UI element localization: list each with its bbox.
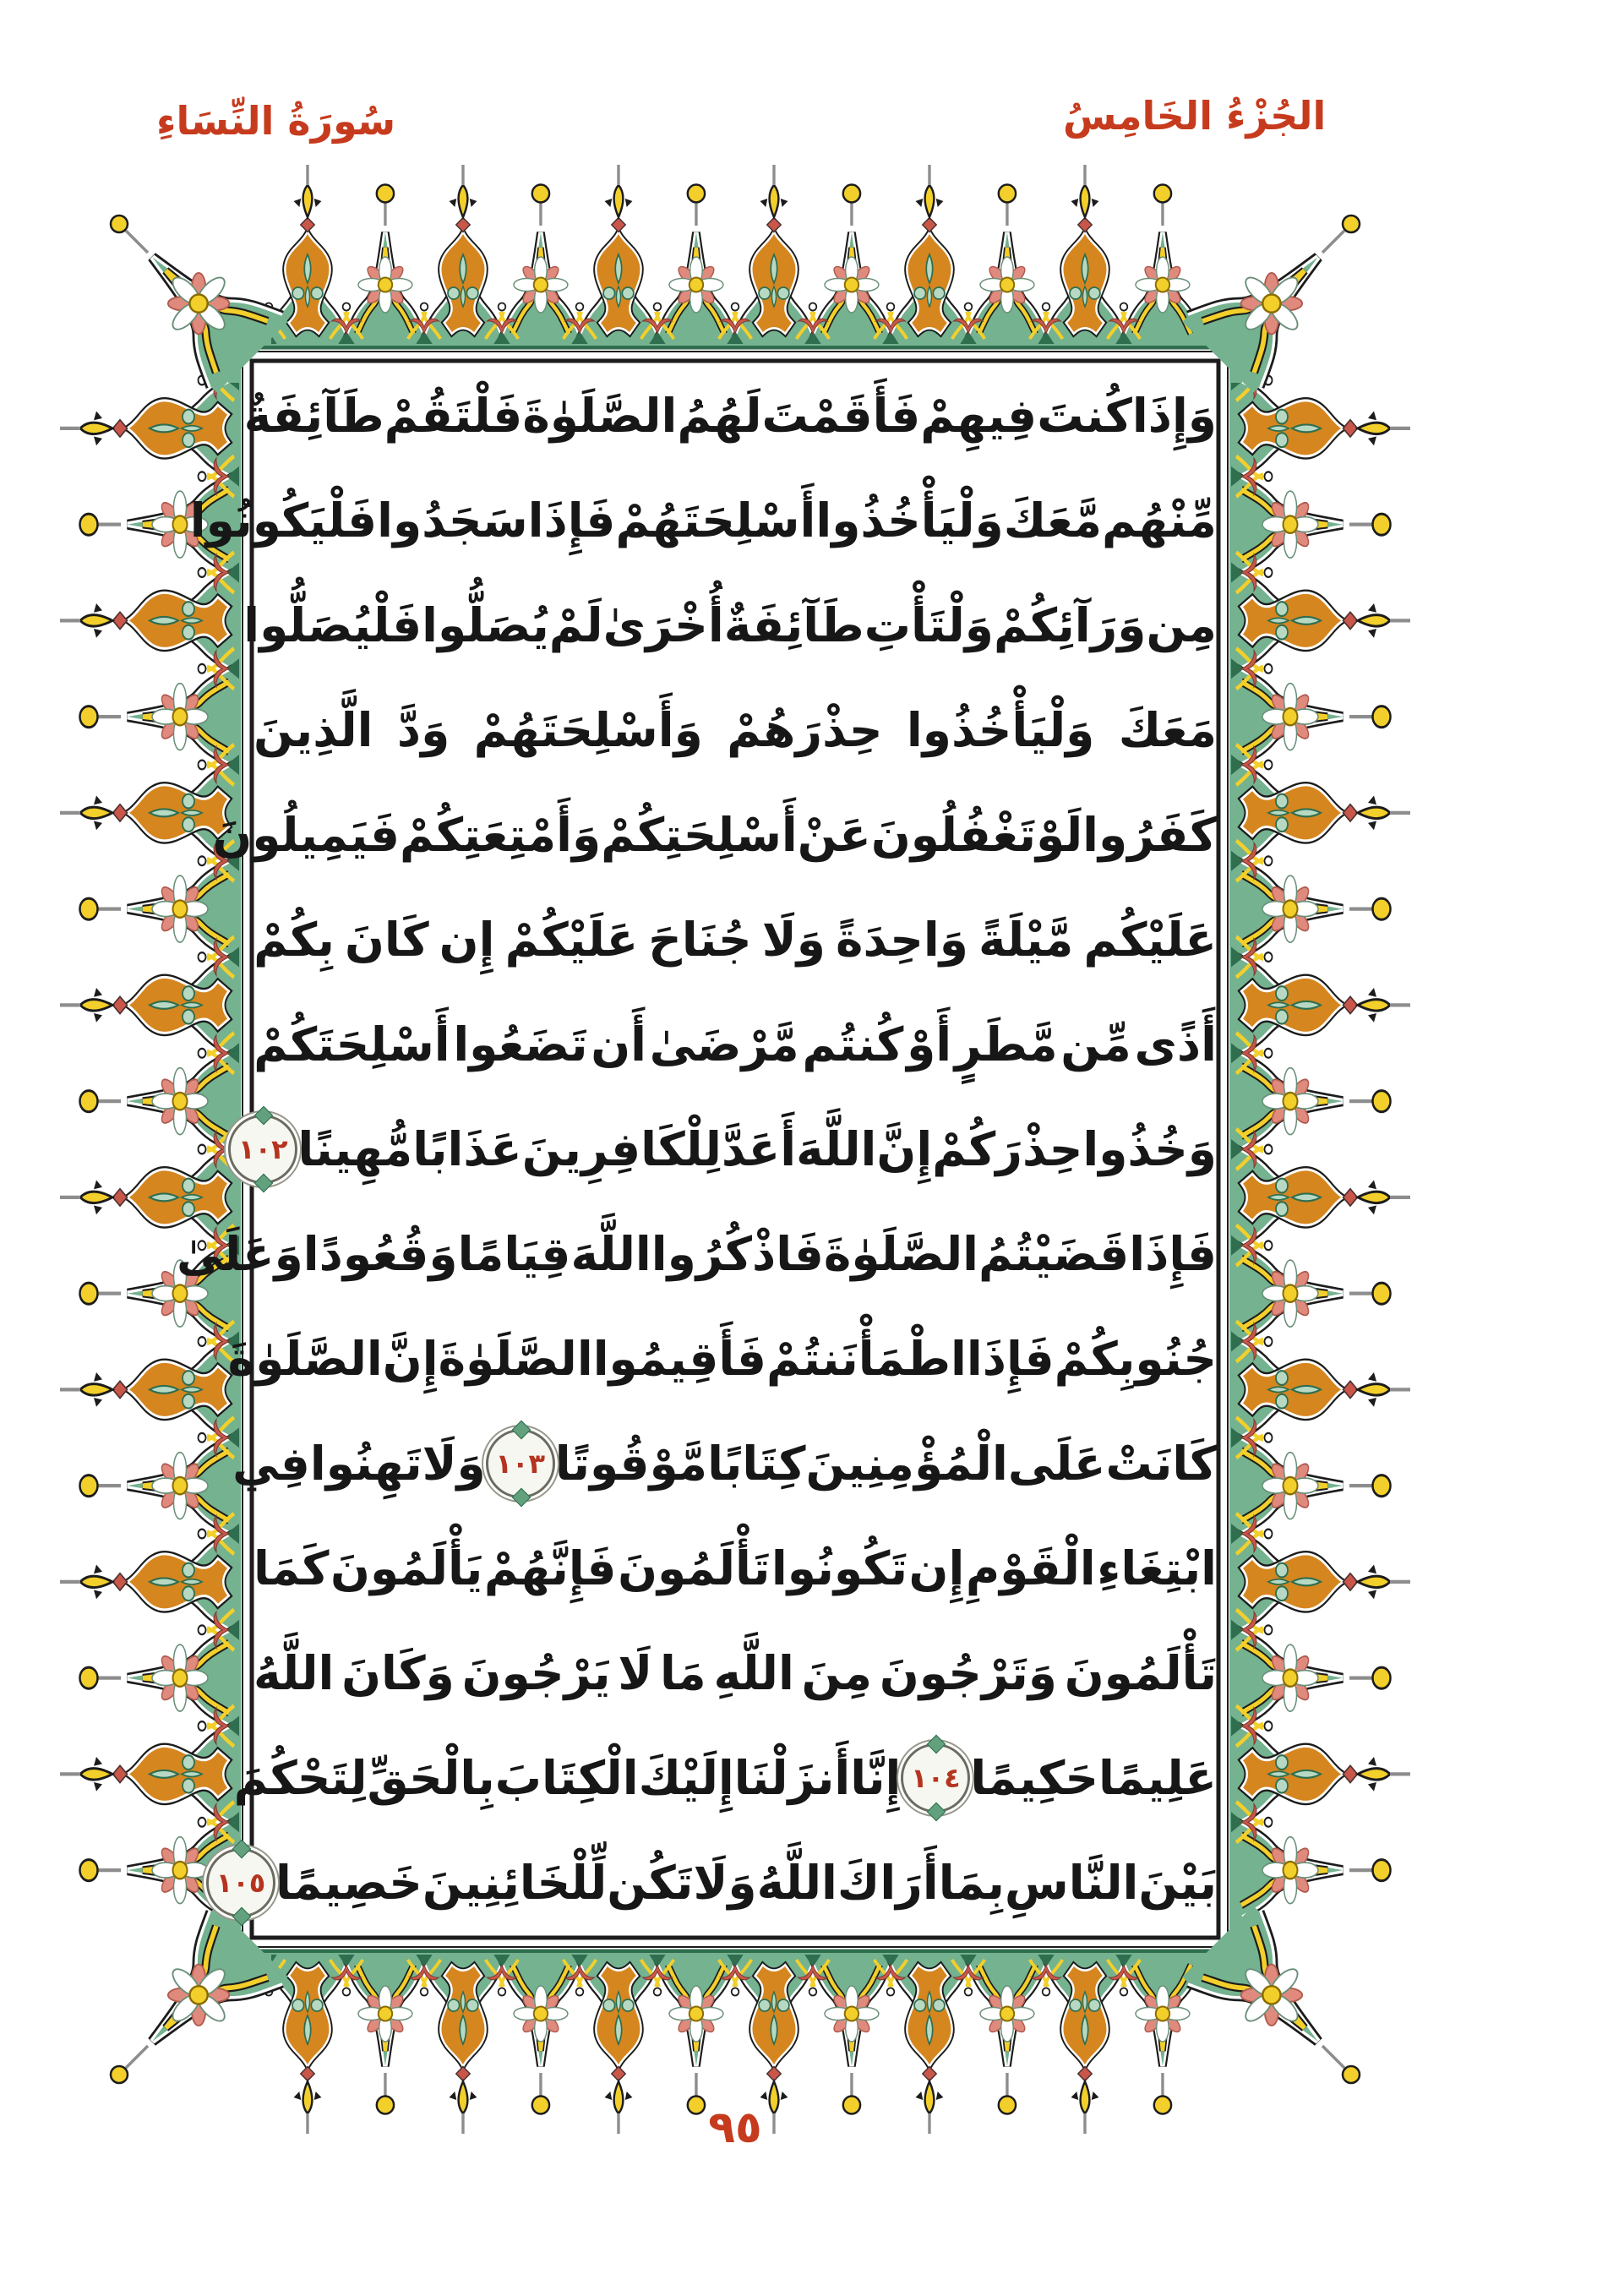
quran-line [243,573,1217,678]
quran-word: تَهِنُوا [309,1437,422,1491]
quran-line [243,363,1217,468]
quran-word: فَإِذَا [966,1332,1055,1386]
quran-word: تَأْلَمُونَ [618,1541,771,1595]
quran-word: اللَّهِ [713,1646,794,1700]
juz-header: الجُزْءُ الخَامِسُ [1063,93,1327,139]
quran-word: فِي [232,1437,310,1491]
quran-word: أَذًى [1134,1017,1217,1072]
quran-word: سَجَدُوا [377,494,528,548]
quran-word: يَرْجُونَ [461,1646,611,1700]
quran-word: إِنَّ [876,1122,933,1176]
quran-word: فَاذْكُرُوا [651,1227,824,1281]
quran-line [227,1306,1217,1411]
quran-word: فَلْيَكُونُوا [189,494,378,548]
quran-word: مِّن [1060,1017,1131,1072]
quran-word: أَسْلِحَتَكُمْ [253,1017,450,1072]
quran-word: بَيْنَ [1138,1856,1217,1910]
quran-word: فَإِذَا [1129,1227,1217,1281]
quran-word: فَيَمِيلُونَ [212,808,401,862]
quran-word: مِن [1146,598,1217,652]
quran-word: مَا [660,1646,706,1700]
quran-line [253,1621,1217,1726]
quran-line [253,992,1217,1097]
quran-word: مَعَكَ [1118,703,1217,757]
quran-word: مَّرْضَىٰ [649,1017,799,1072]
quran-word: أَن [591,1017,647,1072]
quran-word: وَإِذَا [1131,389,1217,443]
quran-word: طَآئِفَةٌ [723,598,864,652]
quran-word: لَا [618,1646,653,1700]
quran-word: مَّعَكَ [1003,494,1103,548]
quran-word: لِّلْخَائِنِينَ [422,1856,608,1910]
quran-word: فَأَقَمْتَ [761,389,921,443]
quran-word: وَتَرْجُونَ [879,1646,1057,1700]
quran-word: اللَّهُ [253,1646,335,1700]
quran-line [253,678,1217,783]
quran-word: كَفَرُوا [1082,808,1217,862]
quran-word: لِلْكَافِرِينَ [521,1122,722,1176]
quran-word: فِيهِمْ [920,389,1038,443]
quran-word: إِلَيْكَ [638,1751,734,1805]
quran-word: وَقُعُودًا [303,1227,458,1281]
quran-word: عَلِيمًا [1098,1751,1217,1805]
quran-word: الْقَوْمِ [965,1541,1096,1595]
quran-word: وَاحِدَةً [835,913,968,967]
quran-word: تَضَعُوا [453,1017,588,1072]
quran-word: كُنتَ [1037,389,1132,443]
quran-line [212,783,1217,887]
quran-word: عَنْ [797,808,871,862]
quran-word: حَكِيمًا [970,1751,1098,1805]
quran-word: قِيَامًا [457,1227,571,1281]
quran-word: الصَّلَوٰةَ [227,1332,383,1386]
quran-word: الصَّلَوٰةَ [522,389,678,443]
quran-word: وَلَا [693,1856,757,1910]
quran-word: عَلَى [1007,1437,1106,1491]
quran-word: وَعَلَىٰ [176,1227,303,1281]
quran-word: إِن [439,913,495,967]
quran-word: أَرَاكَ [837,1856,939,1910]
quran-word: جُنَاحَ [648,913,752,967]
quran-line [253,1516,1217,1621]
quran-word: وَدَّ [396,703,450,757]
quran-word: عَلَيْكُمْ [504,913,639,967]
quran-line [232,1411,1217,1516]
quran-line [176,1202,1217,1306]
quran-word: الْكِتَابَ [494,1751,639,1805]
quran-word: عَلَيْكُم [1083,913,1217,967]
quran-word: وَأَسْلِحَتَهُمْ [473,703,703,757]
quran-word: اللَّهَ [796,1122,877,1176]
quran-word: عَذَابًا [412,1122,522,1176]
quran-word: وَلْيَأْخُذُوا [815,494,1004,548]
quran-word: حِذْرَكُمْ [932,1122,1083,1176]
quran-word: أُخْرَىٰ [602,598,724,652]
quran-word: فَأَقِيمُوا [592,1332,767,1386]
quran-word: الصَّلَوٰةَ [823,1227,978,1281]
quran-word: تَكُونُوا [771,1541,908,1595]
quran-word: لَهُمُ [677,389,762,443]
quran-word: إِنَّ [382,1332,439,1386]
quran-word: مُّهِينًا [297,1122,413,1176]
quran-word: يُصَلُّوا [422,598,549,652]
quran-word: إِن [908,1541,965,1595]
quran-word: أَسْلِحَتِكُمْ [601,808,798,862]
quran-word: يَأْلَمُونَ [330,1541,483,1595]
quran-word: بِالْحَقِّ [367,1751,495,1805]
quran-word: جُنُوبِكُمْ [1054,1332,1217,1386]
quran-word: اطْمَأْنَنتُمْ [766,1332,967,1386]
quran-word: حِذْرَهُمْ [727,703,883,757]
quran-word: لَوْ [1036,808,1083,862]
quran-word: وَلْتَأْتِ [864,598,994,652]
quran-word: وَلَا [422,1437,486,1491]
quran-word: تَكُن [607,1856,694,1910]
ayah-marker: ١٠٢ [228,1115,297,1184]
quran-word: مَّوْقُوتًا [554,1437,708,1491]
quran-line [233,1726,1217,1830]
quran-word: فَإِنَّهُمْ [483,1541,617,1595]
quran-line [215,1830,1217,1935]
quran-word: كِتَابًا [707,1437,806,1491]
quran-text-block [176,363,1217,1935]
quran-word: وَرَآئِكُمْ [993,598,1147,652]
ayah-marker: ١٠٣ [486,1429,555,1498]
quran-word: الصَّلَوٰةَ [438,1332,593,1386]
quran-word: كُنتُم [802,1017,904,1072]
quran-word: فَلْيُصَلُّوا [243,598,422,652]
quran-word: اللَّهُ [756,1856,837,1910]
quran-word: إِنَّا [850,1751,902,1805]
quran-word: مِنَ [801,1646,873,1700]
quran-word: وَأَمْتِعَتِكُمْ [400,808,602,862]
ayah-marker: ١٠٥ [206,1848,275,1917]
quran-line [253,887,1217,992]
quran-word: وَكَانَ [341,1646,455,1700]
quran-word: قَضَيْتُمُ [978,1227,1130,1281]
quran-word: وَلْيَأْخُذُوا [906,703,1095,757]
quran-word: فَلْتَقُمْ [384,389,523,443]
quran-word: مَّيْلَةً [978,913,1074,967]
quran-word: الَّذِينَ [253,703,373,757]
quran-word: أَسْلِحَتَهُمْ [615,494,816,548]
quran-word: فَإِذَا [527,494,616,548]
quran-word: بِمَا [938,1856,1005,1910]
quran-word: تَأْلَمُونَ [1064,1646,1217,1700]
quran-word: تَغْفُلُونَ [870,808,1037,862]
quran-word: أَوْ [907,1017,952,1072]
quran-word: أَعَدَّ [721,1122,797,1176]
quran-word: وَلَا [761,913,826,967]
quran-word: ابْتِغَاءِ [1097,1541,1217,1595]
quran-word: مَّطَرٍ [954,1017,1058,1072]
quran-word: طَآئِفَةٌ [243,389,384,443]
quran-word: كَانَ [344,913,429,967]
quran-word: الْمُؤْمِنِينَ [805,1437,1008,1491]
quran-word: لَمْ [548,598,603,652]
quran-word: لِتَحْكُمَ [233,1751,368,1805]
quran-word: بِكُمْ [253,913,335,967]
quran-word: مِّنْهُم [1102,494,1217,548]
quran-word: خَصِيمًا [275,1856,422,1910]
quran-line [238,1097,1217,1202]
quran-word: أَنزَلْنَا [733,1751,851,1805]
quran-word: كَمَا [253,1541,330,1595]
surah-header: سُورَةُ النِّسَاءِ [156,98,396,144]
quran-word: وَخُذُوا [1082,1122,1217,1176]
quran-word: النَّاسِ [1004,1856,1139,1910]
quran-word: اللَّهَ [570,1227,651,1281]
ayah-marker: ١٠٤ [901,1743,970,1813]
quran-line [189,468,1217,573]
page-number: ٩٥ [708,2102,762,2153]
quran-word: كَانَتْ [1105,1437,1217,1491]
